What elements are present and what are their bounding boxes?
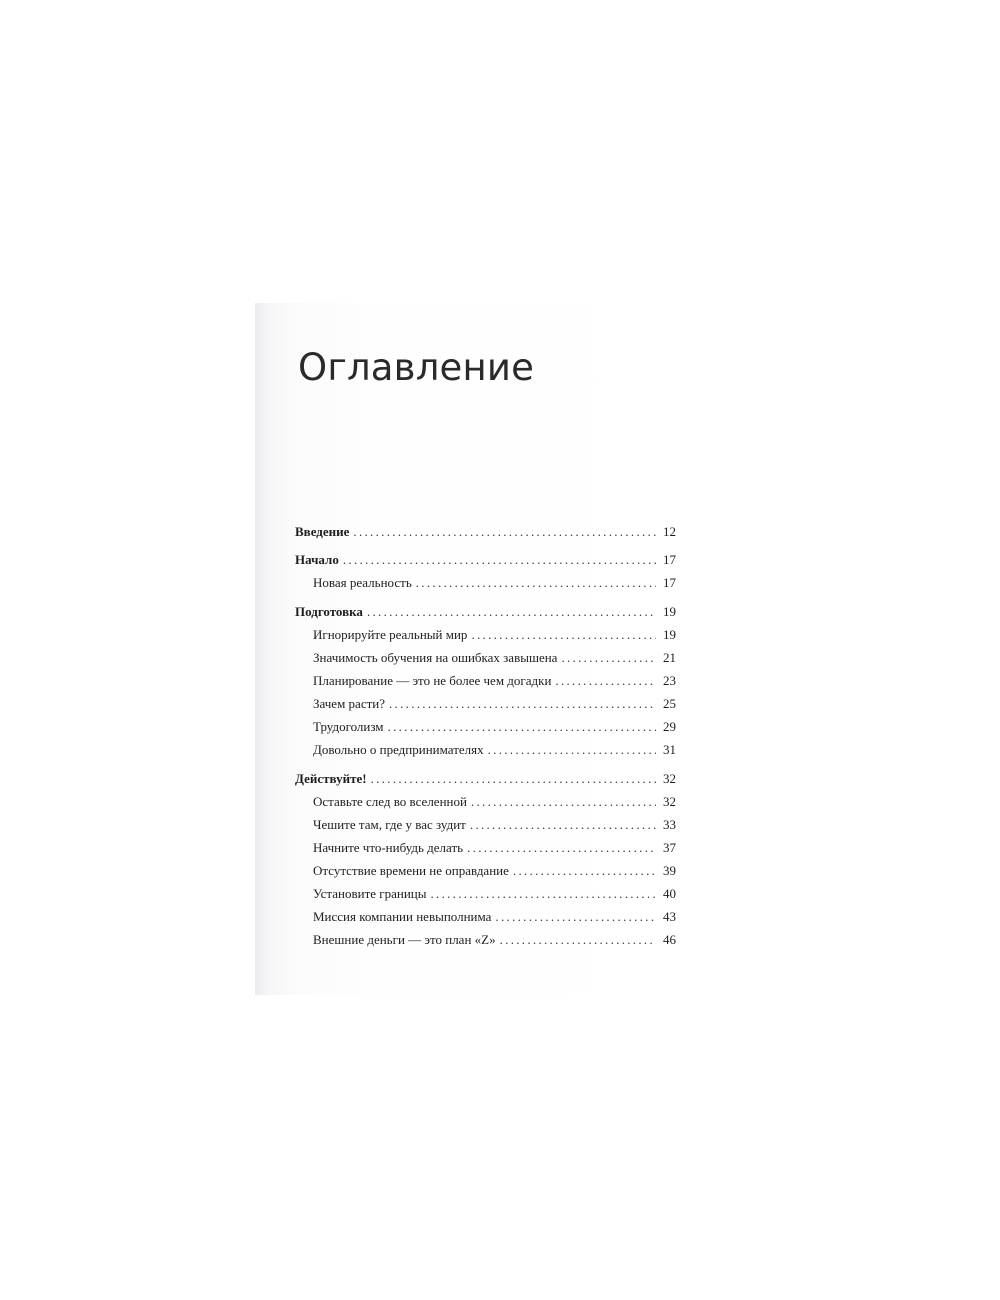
toc-entry-page: 23: [663, 673, 676, 688]
toc-entry-title: Начните что-нибудь делать: [313, 840, 464, 855]
toc-entry-title: Довольно о предпринимателях: [313, 742, 484, 757]
toc-entry: [295, 551, 676, 569]
dot-leader: [430, 885, 656, 903]
toc-entry-page: 25: [663, 696, 676, 711]
toc-entry-page: 32: [663, 794, 676, 809]
toc-entry-title: Установите границы: [313, 886, 427, 901]
dot-leader: [495, 908, 656, 926]
toc-entry-title: Введение: [295, 524, 350, 539]
toc-entry: [295, 523, 676, 541]
toc-entry-title: Подготовка: [295, 604, 363, 619]
toc-entry: [313, 695, 676, 713]
toc-entry-title: Миссия компании невыполнима: [313, 909, 492, 924]
toc-entry-page: 31: [663, 742, 676, 757]
toc-entry: [313, 862, 676, 880]
toc-entry: [313, 626, 676, 644]
toc-entry-title: Новая реальность: [313, 575, 412, 590]
toc-entry-title: Трудоголизм: [313, 719, 384, 734]
toc-entry-title: Игнорируйте реальный мир: [313, 627, 468, 642]
dot-leader: [388, 718, 656, 736]
dot-leader: [555, 672, 656, 690]
toc-entry-title: Оставьте след во вселенной: [313, 794, 467, 809]
toc-entry-page: 32: [663, 771, 676, 786]
toc-entry-page: 19: [663, 604, 676, 619]
toc-entry-title: Планирование — это не более чем догадки: [313, 673, 552, 688]
dot-leader: [561, 649, 656, 667]
toc-entry-page: 37: [663, 840, 676, 855]
toc-entry: [295, 770, 676, 788]
dot-leader: [500, 931, 656, 949]
toc-entry: [313, 908, 676, 926]
dot-leader: [371, 770, 656, 788]
dot-leader: [488, 741, 656, 759]
dot-leader: [416, 574, 656, 592]
toc-entry-page: 17: [663, 575, 676, 590]
dot-leader: [353, 523, 656, 541]
toc-entry: [313, 741, 676, 759]
toc-entry: [313, 574, 676, 592]
toc-entry-page: 40: [663, 886, 676, 901]
toc-entry-page: 12: [663, 524, 676, 539]
toc-entry: [313, 793, 676, 811]
toc-entry-page: 33: [663, 817, 676, 832]
toc-entry-page: 19: [663, 627, 676, 642]
dot-leader: [471, 626, 656, 644]
toc-entry: [295, 603, 676, 621]
toc-entry-page: 29: [663, 719, 676, 734]
dot-leader: [343, 551, 656, 569]
toc-entry-page: 17: [663, 552, 676, 567]
toc-entry: [313, 672, 676, 690]
toc-entry-title: Значимость обучения на ошибках завышена: [313, 650, 558, 665]
toc-entry: [313, 931, 676, 949]
toc-entry-title: Зачем расти?: [313, 696, 385, 711]
toc-entry-page: 46: [663, 932, 676, 947]
book-page: [255, 303, 695, 995]
toc-entry-title: Действуйте!: [295, 771, 367, 786]
toc-entry-page: 43: [663, 909, 676, 924]
toc-entry-title: Чешите там, где у вас зудит: [313, 817, 466, 832]
toc-entry-title: Отсутствие времени не оправдание: [313, 863, 509, 878]
toc-entry: [313, 649, 676, 667]
dot-leader: [513, 862, 656, 880]
dot-leader: [470, 816, 656, 834]
toc-entry-page: 39: [663, 863, 676, 878]
toc-entry-title: Внешние деньги — это план «Z»: [313, 932, 496, 947]
toc-entry: [313, 885, 676, 903]
page-title: Оглавление: [298, 346, 535, 389]
toc-entry: [313, 718, 676, 736]
dot-leader: [367, 603, 656, 621]
dot-leader: [467, 839, 656, 857]
dot-leader: [389, 695, 656, 713]
dot-leader: [471, 793, 656, 811]
toc-entry: [313, 839, 676, 857]
toc-entry: [313, 816, 676, 834]
toc-entry-page: 21: [663, 650, 676, 665]
toc-entry-title: Начало: [295, 552, 339, 567]
